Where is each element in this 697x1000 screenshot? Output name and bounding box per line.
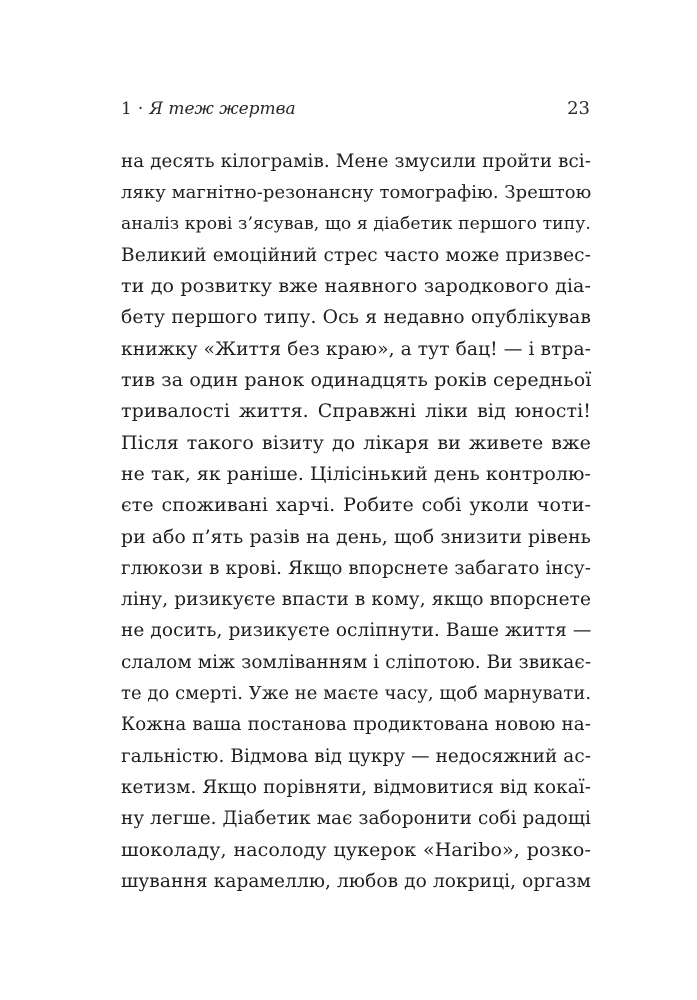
text-line: слалом між зомліванням і сліпотою. Ви звикає- <box>121 651 592 673</box>
text-line: ліну, ризикуєте впасти в кому, якщо впорснете <box>121 589 591 611</box>
running-head <box>121 96 296 122</box>
text-line: Великий емоційний стрес часто може призвес- <box>121 244 591 266</box>
text-line: не досить, ризикуєте осліпнути. Ваше життя — <box>121 620 592 642</box>
text-line: Кожна ваша постанова продиктована новою на- <box>121 714 591 736</box>
text-line: ри або п’ять разів на день, щоб знизити рівень <box>121 526 591 548</box>
text-line: те до смерті. Уже не маєте часу, щоб марнувати. <box>121 683 592 705</box>
text-line: не так, як раніше. Цілісінький день контролю- <box>121 463 591 485</box>
text-line: глюкози в крові. Якщо впорснете забагато інсу- <box>121 557 591 579</box>
chapter-title: Я теж жертва <box>149 99 296 119</box>
running-head-separator: · <box>137 99 144 119</box>
text-line: тривалості життя. Справжні ліки від юності! <box>121 400 591 423</box>
text-line: гальністю. Відмова від цукру — недосяжний ас- <box>121 745 591 767</box>
text-line: аналіз крові з’ясував, що я діабетик першого типу. <box>121 213 591 234</box>
chapter-number: 1 <box>121 99 132 119</box>
text-line: шування карамеллю, любов до локриці, оргазм <box>121 870 591 892</box>
text-line: шоколаду, насолоду цукерок «Haribo», розко- <box>121 838 591 861</box>
text-line: на десять кілограмів. Мене змусили пройти всі- <box>121 151 591 172</box>
text-line: Після такого візиту до лікаря ви живете вже <box>121 431 591 454</box>
text-line: єте споживані харчі. Робите собі уколи чоти- <box>121 494 591 517</box>
text-line: ти до розвитку вже наявного зародкового діа- <box>121 275 591 298</box>
body-text <box>121 146 591 897</box>
text-line: ну легше. Діабетик має заборонити собі радощі <box>121 808 591 830</box>
text-line: бету першого типу. Ось я недавно опублікував <box>121 307 591 329</box>
page-number: 23 <box>567 98 590 119</box>
text-line: кетизм. Якщо порівняти, відмовитися від кокаї- <box>121 776 591 798</box>
text-line: книжку «Життя без краю», а тут бац! — і втра- <box>121 338 592 360</box>
text-line: ляку магнітно-резонансну томографію. Зрештою <box>121 182 592 204</box>
text-line: тив за один ранок одинадцять років середньої <box>121 369 592 392</box>
